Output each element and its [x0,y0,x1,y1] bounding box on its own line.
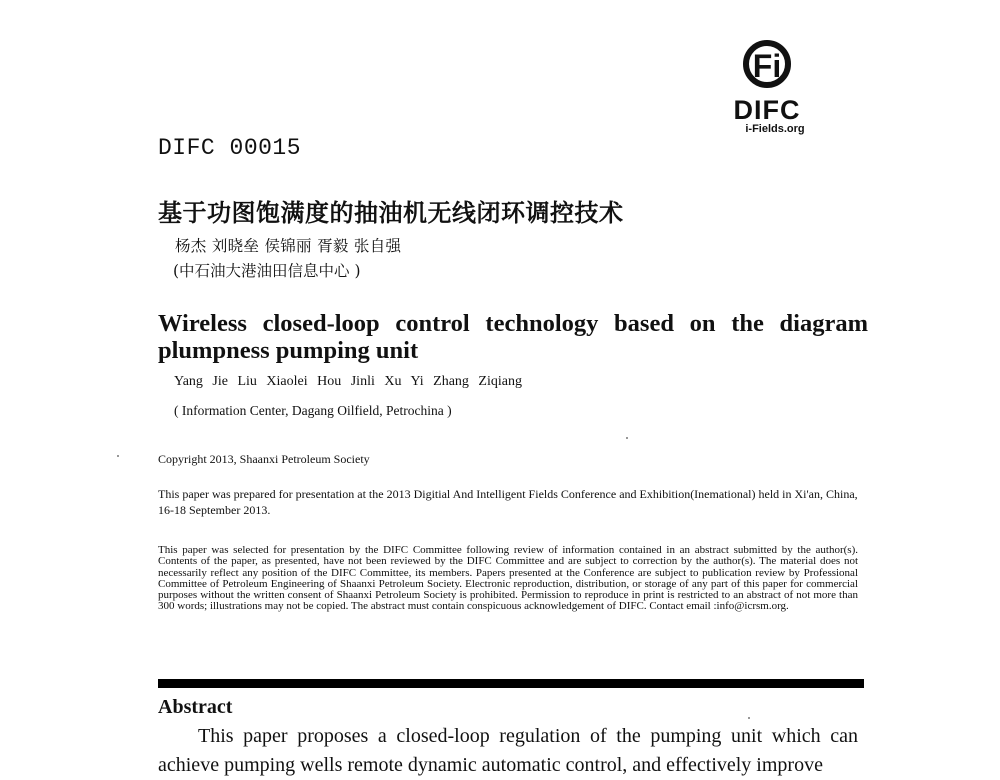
logo-site: i-Fields.org [745,123,805,135]
english-affiliation: ( Information Center, Dagang Oilfield, Petrochina ) [174,403,452,418]
chinese-title: 基于功图饱满度的抽油机无线闭环调控技术 [158,199,624,227]
presentation-note: This paper was prepared for presentation at the 2013 Digitial And Intelligent Fields Conference and Exhibition(Inemational) held in Xi'an, China, 16-18 September 2013. [158,487,858,517]
scan-speck [626,437,628,439]
abstract-heading: Abstract [158,696,233,718]
difc-logo [731,37,815,137]
section-divider [158,679,864,688]
paper-id: DIFC 00015 [158,135,302,161]
abstract-text: This paper proposes a closed-loop regulation of the pumping unit which can achieve pumping wells remote dynamic automatic control, and effectively improve [158,725,858,776]
scan-speck [748,717,750,719]
english-authors: Yang Jie Liu Xiaolei Hou Jinli Xu Yi Zhang Ziqiang [174,374,522,389]
scan-speck [117,455,119,457]
chinese-authors: 杨杰 刘晓垒 侯锦丽 胥毅 张自强 [175,237,402,255]
logo-mark-text: Fi [752,48,782,84]
difc-logo-icon [731,37,815,137]
copyright-line: Copyright 2013, Shaanxi Petroleum Society [158,452,370,466]
chinese-affiliation: (中石油大港油田信息中心 ) [173,262,361,280]
disclaimer-paragraph: This paper was selected for presentation by the DIFC Committee following review of information contained in an abstract submitted by the author(s). Contents of the paper, as presented, have not been reviewed by the DIFC Committee and are subject to correction by the author(s). The material does not necessarily reflect any position of the DIFC Committee, its members. Papers presented at the Conference are subject to publication review by Professional Committee of Petroleum Engineering of Shaanxi Petroleum Society. Electronic reproduction, distribution, or storage of any part of this paper for commercial purposes without the written consent of Shaanxi Petroleum Society is prohibited. Permission to reproduce in print is restricted to an abstract of not more than 300 words; illustrations may not be copied. The abstract must contain conspicuous acknowledgement of DIFC. Contact email :info@icrsm.org. [158,544,858,613]
english-title: Wireless closed-loop control technology based on the diagram plumpness pumping unit [158,310,868,364]
logo-name: DIFC [733,95,801,125]
